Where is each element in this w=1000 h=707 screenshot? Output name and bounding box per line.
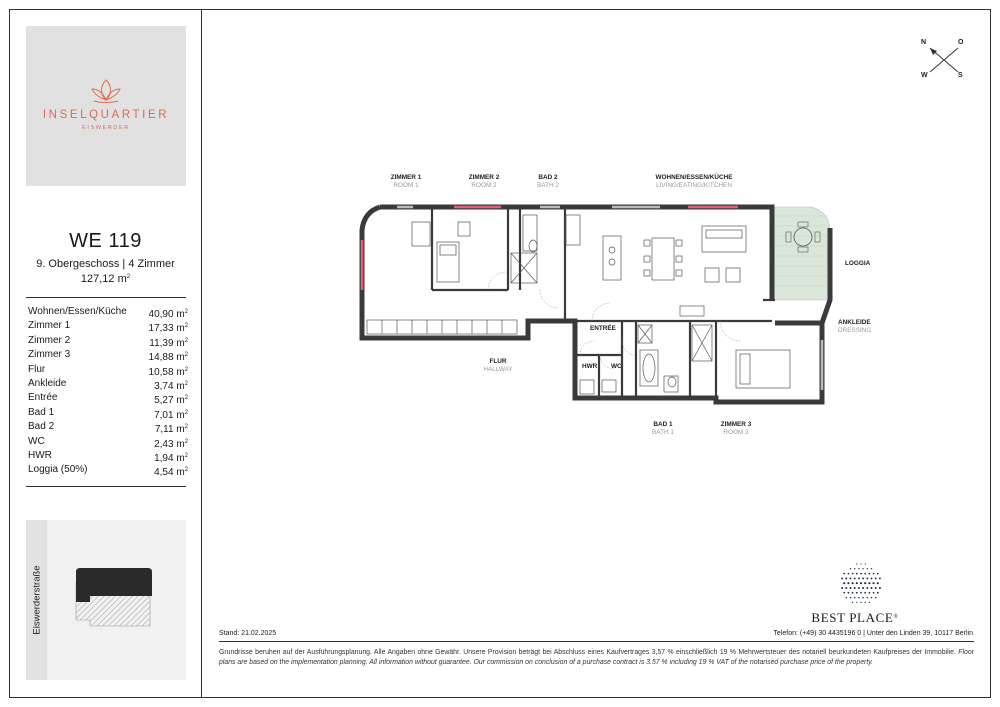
logo-dot xyxy=(873,592,875,594)
room-name: Flur xyxy=(28,363,46,375)
compass-s: S xyxy=(958,72,963,79)
logo-dot xyxy=(862,568,863,569)
logo-dot xyxy=(858,597,860,599)
room-area: 1,94 $m^2$ xyxy=(154,452,188,464)
logo-dot xyxy=(868,582,870,584)
room-area: 17,33 $m^2$ xyxy=(148,323,188,335)
logo-dot xyxy=(856,592,858,594)
logo-dot xyxy=(848,573,850,575)
logo-dot xyxy=(846,597,848,599)
logo-dot xyxy=(875,587,877,589)
room-name: Ankleide xyxy=(28,377,67,389)
loggia-area xyxy=(773,207,830,300)
logo-dot xyxy=(860,602,861,603)
logo-dot xyxy=(854,597,856,599)
logo-dot xyxy=(856,602,857,603)
logo-dot xyxy=(850,568,851,569)
logo-dot xyxy=(843,582,845,584)
logo-dot xyxy=(865,602,866,603)
logo-dot xyxy=(875,597,877,599)
logo-dot xyxy=(866,587,868,589)
room-name: Bad 2 xyxy=(28,421,55,433)
room-area: 14,88 $m^2$ xyxy=(148,352,188,364)
room-area: 7,01 $m^2$ xyxy=(154,409,188,421)
logo-dot xyxy=(867,597,869,599)
label-bad-2: BAD 2 BATH 2 xyxy=(537,174,559,189)
room-name: Entrée xyxy=(28,392,58,404)
room-name: HWR xyxy=(28,449,52,461)
room-name: WC xyxy=(28,435,45,447)
unit-floor-rooms: 9. Obergeschoss | 4 Zimmer xyxy=(36,258,175,270)
agent-name: BEST PLACE® xyxy=(811,610,899,625)
room-area: 4,54 $m^2$ xyxy=(154,467,188,479)
logo-dot xyxy=(847,582,849,584)
logo-dot xyxy=(871,568,872,569)
logo-dot xyxy=(871,577,873,579)
room-area: 7,11 $m^2$ xyxy=(154,424,188,436)
logo-dot xyxy=(864,582,866,584)
logo-dot xyxy=(841,587,843,589)
logo-dot xyxy=(850,587,852,589)
logo-dot xyxy=(850,597,852,599)
label-bad-1: BAD 1 BATH 1 xyxy=(652,421,674,436)
logo-dot xyxy=(856,563,857,564)
room-name: Loggia (50%) xyxy=(28,464,88,476)
logo-dot xyxy=(873,573,875,575)
logo-dot xyxy=(854,568,855,569)
logo-dot xyxy=(862,587,864,589)
room-area: 5,27 $m^2$ xyxy=(154,395,188,407)
logo-dot xyxy=(858,568,859,569)
logo-dot xyxy=(858,577,860,579)
brand-name: INSELQUARTIER xyxy=(42,109,170,121)
logo-dot xyxy=(864,592,866,594)
room-name: Bad 1 xyxy=(28,406,55,418)
brand-subtitle: EISWERDER xyxy=(82,125,130,131)
logo-dot xyxy=(877,573,879,575)
logo-dot xyxy=(852,573,854,575)
label-hwr: HWR xyxy=(582,363,598,370)
logo-dot xyxy=(875,577,877,579)
label-loggia: LOGGIA xyxy=(845,260,871,267)
logo-dot xyxy=(841,577,843,579)
logo-dot xyxy=(865,563,866,564)
furniture xyxy=(367,215,790,394)
room-area: 11,39 $m^2$ xyxy=(149,337,188,349)
logo-dot xyxy=(869,573,871,575)
logo-dot xyxy=(879,577,881,579)
logo-dot xyxy=(864,573,866,575)
logo-dot xyxy=(871,597,873,599)
room-area: 10,58 $m^2$ xyxy=(148,366,188,378)
logo-dot xyxy=(852,592,854,594)
agent-contact: Telefon: (+49) 30 4435196 0 | Unter den Linden 39, 10117 Berlin xyxy=(773,630,973,637)
logo-dot xyxy=(871,587,873,589)
logo-dot xyxy=(877,592,879,594)
unit-total-area: 127,12 $m^2$ xyxy=(80,273,131,285)
label-entree: ENTRÉE xyxy=(590,325,616,332)
compass-w: W xyxy=(921,72,928,79)
logo-dot xyxy=(854,577,856,579)
room-name: Zimmer 2 xyxy=(28,334,71,346)
logo-dot xyxy=(869,602,870,603)
disclaimer-de: Grundrisse beruhen auf der Ausführungsplanung. Alle Angaben ohne Gewähr. Unsere Provision beträgt bei Abschluss eines Kaufvertrages 3,57 % einschließlich 19 % Mehrwertsteuer des notariell beurkundeten Kaufpreises der Immobilie. xyxy=(219,649,956,656)
logo-dot xyxy=(860,592,862,594)
compass xyxy=(918,34,970,86)
logo-dot xyxy=(879,587,881,589)
room-name: Wohnen/Essen/Küche xyxy=(28,306,127,317)
logo-dot xyxy=(860,563,861,564)
logo-dot xyxy=(858,587,860,589)
disclaimer-en: Floor plans are based on the implementation planning. All information without guarantee. Our commission on conclusion of a purchase contract is 3.57 % including 19 % VAT of the notarised purchase price of the property. xyxy=(219,649,974,666)
logo-dot xyxy=(877,582,879,584)
logo-dot xyxy=(850,577,852,579)
room-area: 40,90 $m^2$ xyxy=(148,309,188,320)
stand-date: Stand: 21.02.2025 xyxy=(219,630,277,637)
footer-divider xyxy=(219,641,974,642)
room-name: Zimmer 3 xyxy=(28,349,71,361)
label-zimmer-1: ZIMMER 1 ROOM 1 xyxy=(390,174,422,189)
logo-dot xyxy=(848,592,850,594)
logo-dot xyxy=(845,587,847,589)
room-area: 2,43 $m^2$ xyxy=(154,438,188,450)
logo-dot xyxy=(856,573,858,575)
room-name: Zimmer 1 xyxy=(28,320,71,332)
label-ankleide: ANKLEIDE DRESSING xyxy=(838,319,872,334)
logo-dot xyxy=(866,577,868,579)
label-zimmer-3: ZIMMER 3 ROOM 3 xyxy=(720,421,752,436)
logo-dot xyxy=(856,582,858,584)
label-zimmer-2: ZIMMER 2 ROOM 2 xyxy=(468,174,500,189)
room-area: 3,74 $m^2$ xyxy=(154,380,188,392)
logo-dot xyxy=(873,582,875,584)
logo-dot xyxy=(862,597,864,599)
compass-o: O xyxy=(958,39,964,46)
label-wc: WC xyxy=(611,363,622,370)
logo-dot xyxy=(852,582,854,584)
logo-dot xyxy=(854,587,856,589)
logo-dot xyxy=(869,592,871,594)
logo-dot xyxy=(843,573,845,575)
logo-dot xyxy=(862,577,864,579)
unit-title: WE 119 xyxy=(69,230,142,252)
best-place-dots-icon xyxy=(836,560,886,608)
logo-dot xyxy=(860,573,862,575)
logo-dot xyxy=(867,568,868,569)
logo-dot xyxy=(852,602,853,603)
logo-dot xyxy=(860,582,862,584)
label-flur: FLUR HALLWAY xyxy=(483,358,513,373)
logo-dot xyxy=(843,592,845,594)
compass-n: N xyxy=(921,39,927,46)
logo-dot xyxy=(845,577,847,579)
label-wohnen: WOHNEN/ESSEN/KÜCHE LIVING/EATING/KITCHEN xyxy=(655,174,733,189)
disclaimer xyxy=(219,648,974,668)
